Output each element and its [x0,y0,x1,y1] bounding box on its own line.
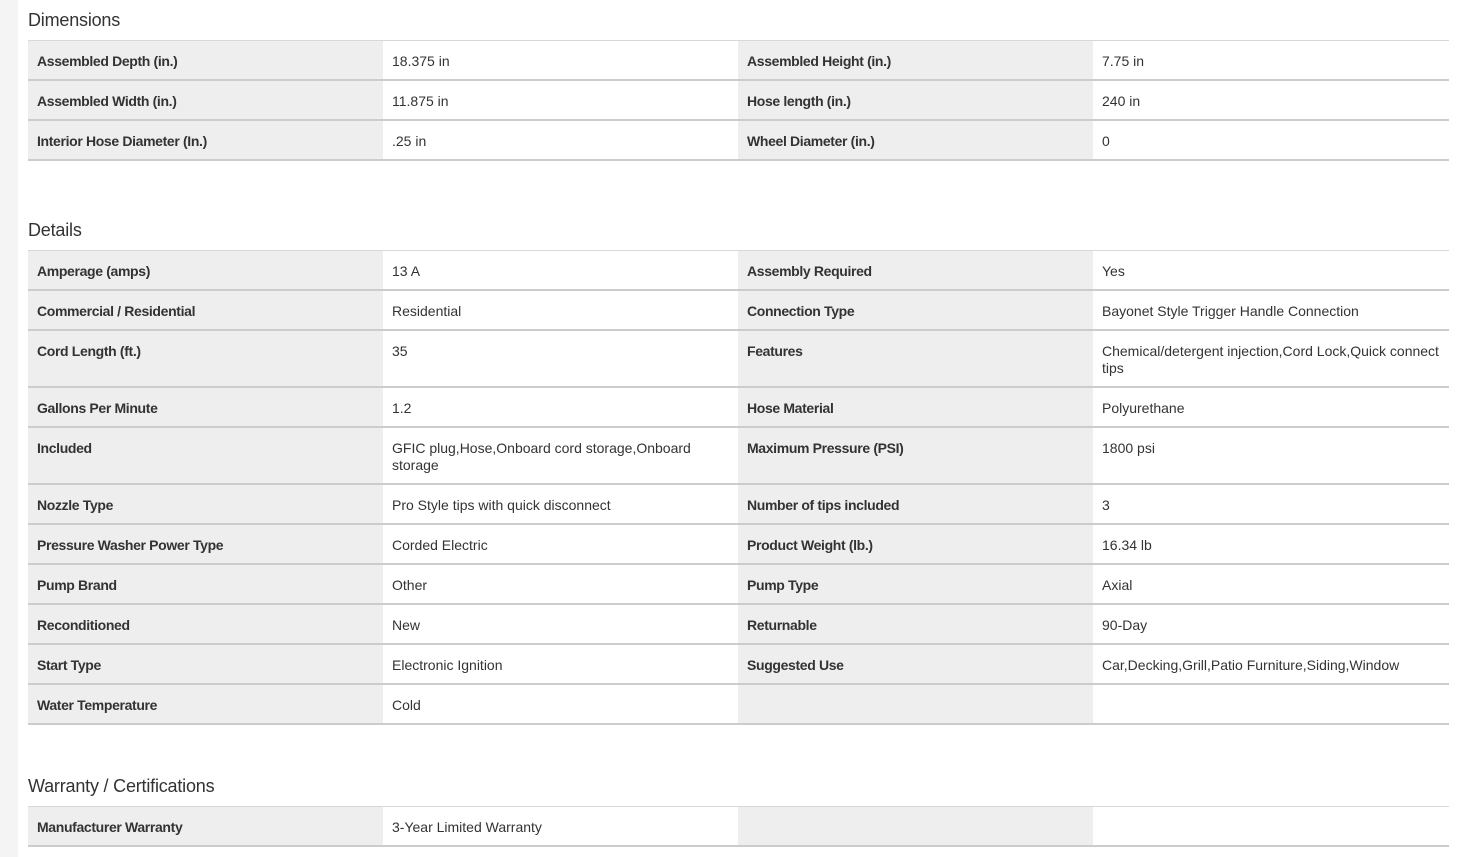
spec-label: Maximum Pressure (PSI) [738,428,1093,483]
spec-label: Features [738,331,1093,386]
spec-label: Pressure Washer Power Type [28,525,383,563]
spec-label: Included [28,428,383,483]
spec-label: Nozzle Type [28,485,383,523]
spec-label: Suggested Use [738,645,1093,683]
spec-value: New [383,605,738,643]
spec-value: 90-Day [1093,605,1449,643]
spec-value: GFIC plug,Hose,Onboard cord storage,Onboard storage [383,428,738,483]
section-title: Details [28,210,1449,251]
spec-label: Water Temperature [28,685,383,723]
spec-value: 3 [1093,485,1449,523]
spec-label: Pump Type [738,565,1093,603]
spec-row [28,121,1449,161]
spec-label: Hose Material [738,388,1093,426]
spec-label: Number of tips included [738,485,1093,523]
spec-row [28,565,1449,605]
spec-value: .25 in [383,121,738,159]
spec-value-empty [1093,685,1449,723]
spec-row [28,388,1449,428]
spec-value: 0 [1093,121,1449,159]
spec-value: 1.2 [383,388,738,426]
details-section [28,210,1449,725]
spec-label: Returnable [738,605,1093,643]
spec-value: 240 in [1093,81,1449,119]
spec-value: Axial [1093,565,1449,603]
spec-label: Assembled Height (in.) [738,41,1093,79]
spec-value: Yes [1093,251,1449,289]
spec-value: Corded Electric [383,525,738,563]
spec-label: Manufacturer Warranty [28,807,383,845]
spec-label-empty [738,685,1093,723]
spec-value: Bayonet Style Trigger Handle Connection [1093,291,1449,329]
spec-row [28,605,1449,645]
spec-label: Gallons Per Minute [28,388,383,426]
spec-value: 1800 psi [1093,428,1449,483]
spec-label-empty [738,807,1093,845]
spec-label: Product Weight (lb.) [738,525,1093,563]
spec-row [28,331,1449,388]
spec-row [28,645,1449,685]
spec-value: 18.375 in [383,41,738,79]
spec-value: Other [383,565,738,603]
spec-label: Wheel Diameter (in.) [738,121,1093,159]
dimensions-section [28,0,1449,161]
spec-row [28,525,1449,565]
spec-value-empty [1093,807,1449,845]
spec-label: Assembled Depth (in.) [28,41,383,79]
spec-value: 13 A [383,251,738,289]
spec-row [28,685,1449,725]
spec-value: Car,Decking,Grill,Patio Furniture,Siding,Window [1093,645,1449,683]
spec-label: Pump Brand [28,565,383,603]
spec-label: Interior Hose Diameter (In.) [28,121,383,159]
spec-row [28,291,1449,331]
spec-value: 35 [383,331,738,386]
spec-label: Hose length (in.) [738,81,1093,119]
spec-label: Cord Length (ft.) [28,331,383,386]
spec-value: 7.75 in [1093,41,1449,79]
spec-label: Assembled Width (in.) [28,81,383,119]
spec-value: Pro Style tips with quick disconnect [383,485,738,523]
spec-label: Assembly Required [738,251,1093,289]
specifications-page [18,0,1469,857]
spec-label: Reconditioned [28,605,383,643]
spec-row [28,485,1449,525]
spec-value: Cold [383,685,738,723]
spec-row [28,428,1449,485]
spec-value: Electronic Ignition [383,645,738,683]
spec-label: Connection Type [738,291,1093,329]
spec-value: Residential [383,291,738,329]
spec-row [28,41,1449,81]
spec-row [28,251,1449,291]
spec-row [28,807,1449,847]
spec-row [28,81,1449,121]
spec-value: Polyurethane [1093,388,1449,426]
spec-value: 16.34 lb [1093,525,1449,563]
spec-value: 11.875 in [383,81,738,119]
warranty-section [28,766,1449,847]
spec-value: 3-Year Limited Warranty [383,807,738,845]
section-title: Dimensions [28,0,1449,41]
spec-value: Chemical/detergent injection,Cord Lock,Quick connect tips [1093,331,1449,386]
spec-label: Commercial / Residential [28,291,383,329]
spec-label: Start Type [28,645,383,683]
section-title: Warranty / Certifications [28,766,1449,807]
spec-label: Amperage (amps) [28,251,383,289]
